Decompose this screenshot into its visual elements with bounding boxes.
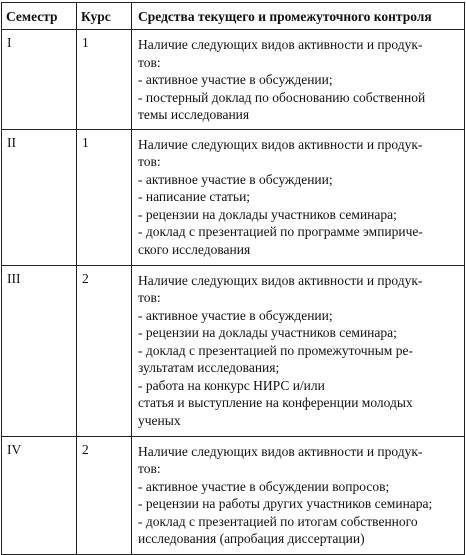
text-line: - рецензии на доклады участников семинара; xyxy=(138,325,397,340)
text-line: - постерный доклад по обоснованию собственной xyxy=(138,89,426,105)
cell-controls xyxy=(132,436,465,554)
cell-controls xyxy=(132,129,465,265)
text-line: - написание статьи; xyxy=(138,189,251,204)
cell-controls xyxy=(132,30,465,130)
text-line: - доклад с презентацией по программе эмпириче- xyxy=(138,224,423,239)
text-line: - рецензии на работы других участников семинара; xyxy=(138,496,433,511)
text-line: - активное участие в обсуждении; xyxy=(138,171,333,187)
text-line: тов: xyxy=(138,461,161,476)
header-course: Курс xyxy=(77,3,132,30)
text-line: Наличие следующих видов активности и продук- xyxy=(138,37,423,52)
cell-semester: I xyxy=(2,30,77,130)
header-semester: Семестр xyxy=(2,3,77,30)
text-line: темы исследования xyxy=(138,107,250,122)
table-header-row xyxy=(2,3,465,30)
table-row xyxy=(2,265,465,436)
cell-semester: III xyxy=(2,265,77,436)
controls-table xyxy=(1,2,465,555)
text-line: - активное участие в обсуждении вопросов; xyxy=(138,478,390,494)
cell-course: 2 xyxy=(77,265,132,436)
table-row xyxy=(2,30,465,130)
text-line: - активное участие в обсуждении; xyxy=(138,307,333,323)
text-line: Наличие следующих видов активности и продук- xyxy=(138,136,423,152)
cell-controls xyxy=(132,265,465,436)
text-line: статья и выступление на конференции молодых xyxy=(138,395,413,410)
text-line: - рецензии на доклады участников семинара; xyxy=(138,206,397,222)
cell-semester: IV xyxy=(2,436,77,554)
text-line: - работа на конкурс НИРС и/или xyxy=(138,377,325,393)
cell-semester: II xyxy=(2,129,77,265)
text-line: тов: xyxy=(138,154,161,169)
text-line: исследования (апробация диссертации) xyxy=(138,531,365,546)
table-row xyxy=(2,436,465,554)
text-line: зультатам исследования; xyxy=(138,360,280,375)
cell-course: 1 xyxy=(77,129,132,265)
text-line: - доклад с презентацией по итогам собственного xyxy=(138,513,418,529)
text-line: тов: xyxy=(138,290,161,305)
cell-course: 2 xyxy=(77,436,132,554)
text-line: Наличие следующих видов активности и продук- xyxy=(138,443,423,459)
text-line: - доклад с презентацией по промежуточным ре- xyxy=(138,342,413,358)
text-line: ученых xyxy=(138,412,181,428)
text-line: ского исследования xyxy=(138,241,251,257)
text-line: Наличие следующих видов активности и продук- xyxy=(138,272,423,288)
text-line: - активное участие в обсуждении; xyxy=(138,72,333,87)
header-controls: Средства текущего и промежуточного контроля xyxy=(132,3,465,30)
cell-course: 1 xyxy=(77,30,132,130)
text-line: тов: xyxy=(138,54,161,70)
table-row xyxy=(2,129,465,265)
